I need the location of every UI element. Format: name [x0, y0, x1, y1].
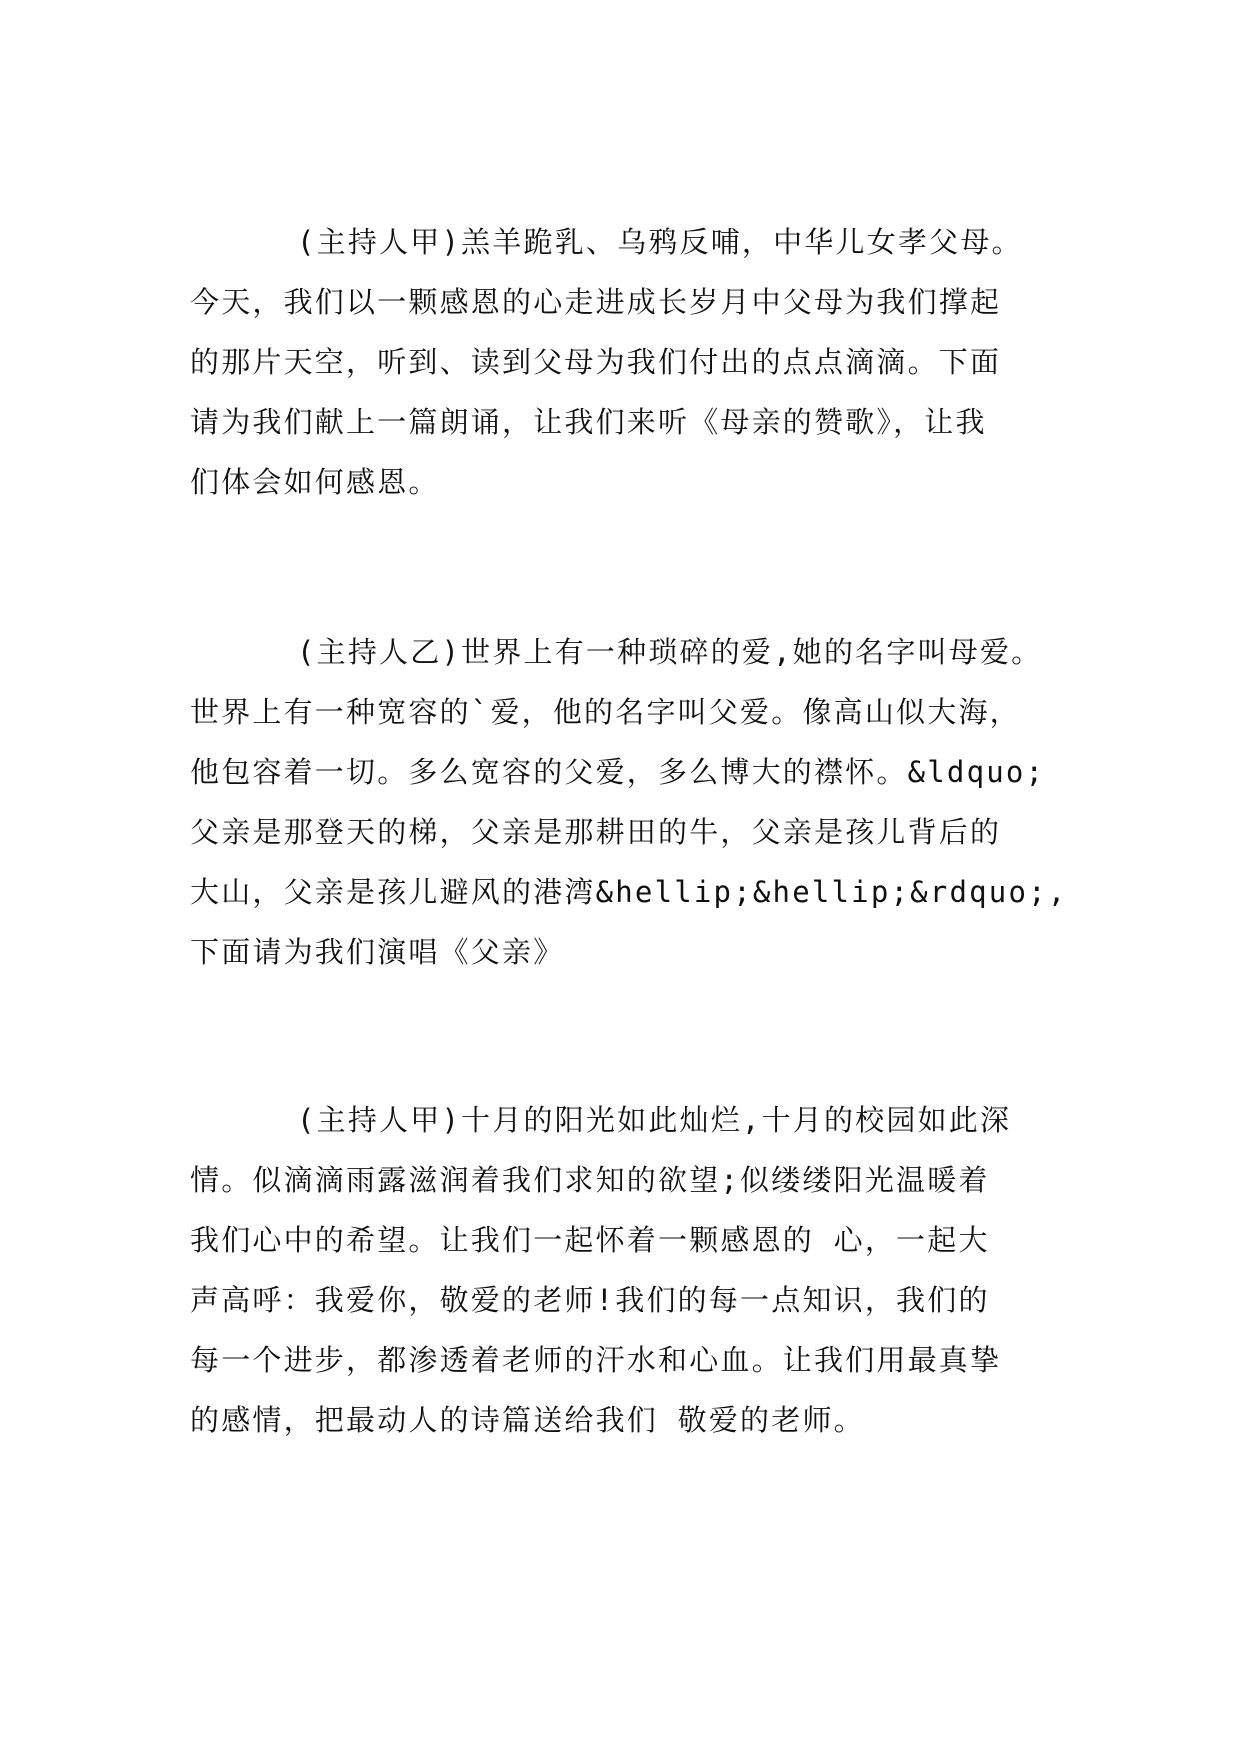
paragraph-line: 下面请为我们演唱《父亲》	[190, 935, 565, 969]
paragraph-line: 们体会如何感恩。	[190, 465, 440, 499]
paragraph-line: 今天，我们以一颗感恩的心走进成长岁月中父母为我们撑起	[190, 285, 1002, 319]
paragraph-line: 的那片天空，听到、读到父母为我们付出的点点滴滴。下面	[190, 345, 1002, 379]
paragraph-host-b-father	[190, 622, 1070, 982]
paragraph-line: 父亲是那登天的梯，父亲是那耕田的牛，父亲是孩儿背后的	[190, 815, 1002, 849]
paragraph-host-a-parents	[190, 212, 1070, 512]
paragraph-line: 他包容着一切。多么宽容的父爱，多么博大的襟怀。&ldquo;	[190, 755, 1046, 789]
paragraph-line: 情。似滴滴雨露滋润着我们求知的欲望;似缕缕阳光温暖着	[190, 1163, 990, 1197]
paragraph-line: 世界上有一种宽容的`爱，他的名字叫父爱。像高山似大海，	[190, 695, 1021, 729]
paragraph-line: 每一个进步，都渗透着老师的汗水和心血。让我们用最真挚	[190, 1343, 1002, 1377]
paragraph-line: 我们心中的希望。让我们一起怀着一颗感恩的 心，一起大	[190, 1223, 990, 1257]
paragraph-line: 的感情，把最动人的诗篇送给我们 敬爱的老师。	[190, 1403, 865, 1437]
paragraph-line: 请为我们献上一篇朗诵，让我们来听《母亲的赞歌》，让我	[190, 405, 987, 439]
paragraph-line: (主持人乙)世界上有一种琐碎的爱,她的名字叫母爱。	[297, 635, 1043, 669]
paragraph-line: 声高呼：我爱你，敬爱的老师!我们的每一点知识，我们的	[190, 1283, 990, 1317]
paragraph-line: 大山，父亲是孩儿避风的港湾&hellip;&hellip;&rdquo;,	[190, 875, 1068, 909]
paragraph-line: (主持人甲)十月的阳光如此灿烂,十月的校园如此深	[297, 1103, 1012, 1137]
paragraph-line: (主持人甲)羔羊跪乳、乌鸦反哺，中华儿女孝父母。	[297, 225, 1023, 259]
paragraph-host-a-teachers	[190, 1090, 1070, 1450]
